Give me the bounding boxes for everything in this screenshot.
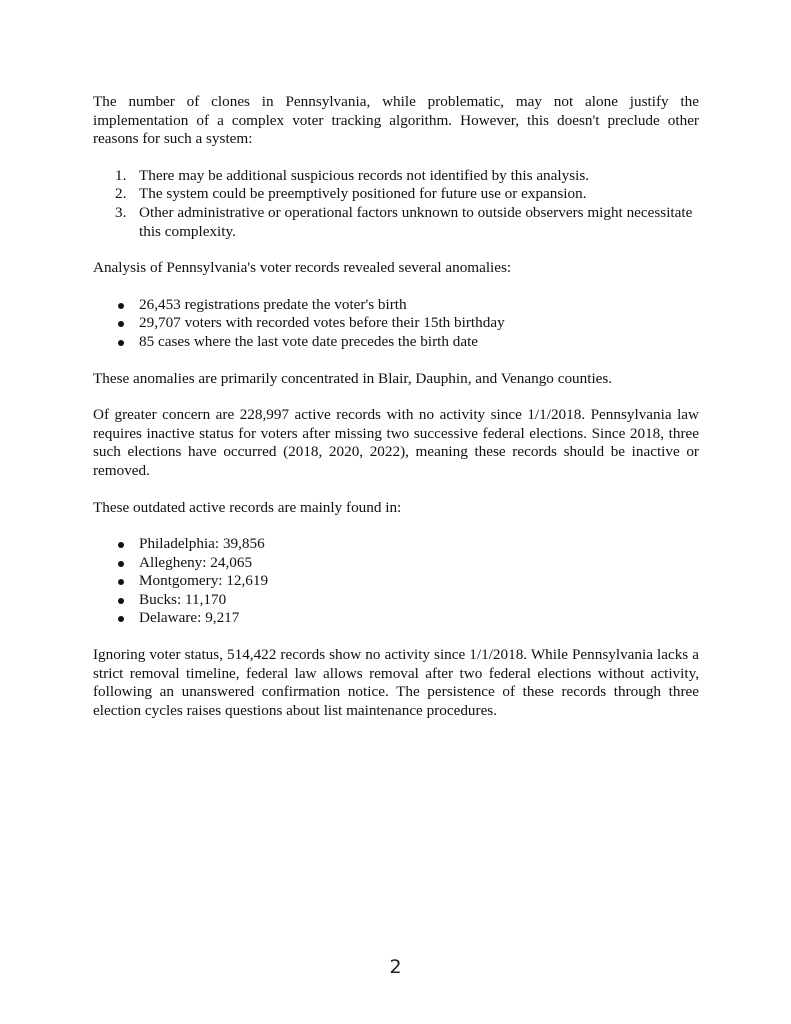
reasons-list <box>93 167 699 241</box>
list-item <box>93 314 699 333</box>
list-item-text: Delaware: 9,217 <box>139 609 240 627</box>
bullet-icon <box>118 598 124 604</box>
list-item <box>93 185 699 204</box>
bullet-icon <box>118 616 124 622</box>
list-item-text: 85 cases where the last vote date precedes the birth date <box>139 332 479 350</box>
list-item <box>93 609 699 628</box>
list-item-text: Philadelphia: 39,856 <box>139 535 265 553</box>
list-item <box>93 296 699 315</box>
list-number: 2. <box>115 185 127 203</box>
bullet-icon <box>118 340 124 346</box>
list-item-text: Other administrative or operational factors unknown to outside observers might necessitate this complexity. <box>139 203 693 240</box>
list-item-text: Montgomery: 12,619 <box>139 572 269 590</box>
list-item <box>93 204 699 241</box>
list-item <box>93 333 699 352</box>
list-item-text: Allegheny: 24,065 <box>139 553 253 571</box>
document-page <box>93 93 699 720</box>
outdated-records-paragraph: These outdated active records are mainly found in: <box>93 498 402 516</box>
bullet-icon <box>118 321 124 327</box>
list-item-text: Bucks: 11,170 <box>139 590 227 608</box>
anomalies-list <box>93 296 699 352</box>
list-item <box>93 167 699 186</box>
counties-paragraph: These anomalies are primarily concentrated in Blair, Dauphin, and Venango counties. <box>93 369 613 387</box>
list-item <box>93 535 699 554</box>
bullet-icon <box>118 579 124 585</box>
list-item-text: 26,453 registrations predate the voter's birth <box>139 295 407 313</box>
bullet-icon <box>118 303 124 309</box>
list-item-text: The system could be preemptively positioned for future use or expansion. <box>139 185 587 203</box>
analysis-paragraph: Analysis of Pennsylvania's voter records revealed several anomalies: <box>93 259 512 277</box>
counties-list <box>93 535 699 628</box>
intro-paragraph: The number of clones in Pennsylvania, while problematic, may not alone justify the implementation of a complex voter tracking algorithm. However, this doesn't preclude other reasons for such a system: <box>93 93 699 148</box>
page-number: 2 <box>389 956 402 978</box>
list-number: 1. <box>115 166 127 184</box>
bullet-icon <box>118 561 124 567</box>
inactive-records-paragraph: Of greater concern are 228,997 active records with no activity since 1/1/2018. Pennsylvania law requires inactive status for voters after missing two successive federal elections. Since 2018, three such elections have occurred (2018, 2020, 2022), meaning these records should be inactive or removed. <box>93 406 699 479</box>
list-item <box>93 572 699 591</box>
bullet-icon <box>118 542 124 548</box>
list-number: 3. <box>115 203 127 221</box>
voter-status-paragraph: Ignoring voter status, 514,422 records show no activity since 1/1/2018. While Pennsylvania lacks a strict removal timeline, federal law allows removal after two federal elections without activity, following an unanswered confirmation notice. The persistence of these records through three election cycles raises questions about list maintenance procedures. <box>93 646 699 719</box>
list-item <box>93 554 699 573</box>
list-item-text: There may be additional suspicious records not identified by this analysis. <box>139 166 590 184</box>
list-item-text: 29,707 voters with recorded votes before their 15th birthday <box>139 314 505 332</box>
list-item <box>93 591 699 610</box>
